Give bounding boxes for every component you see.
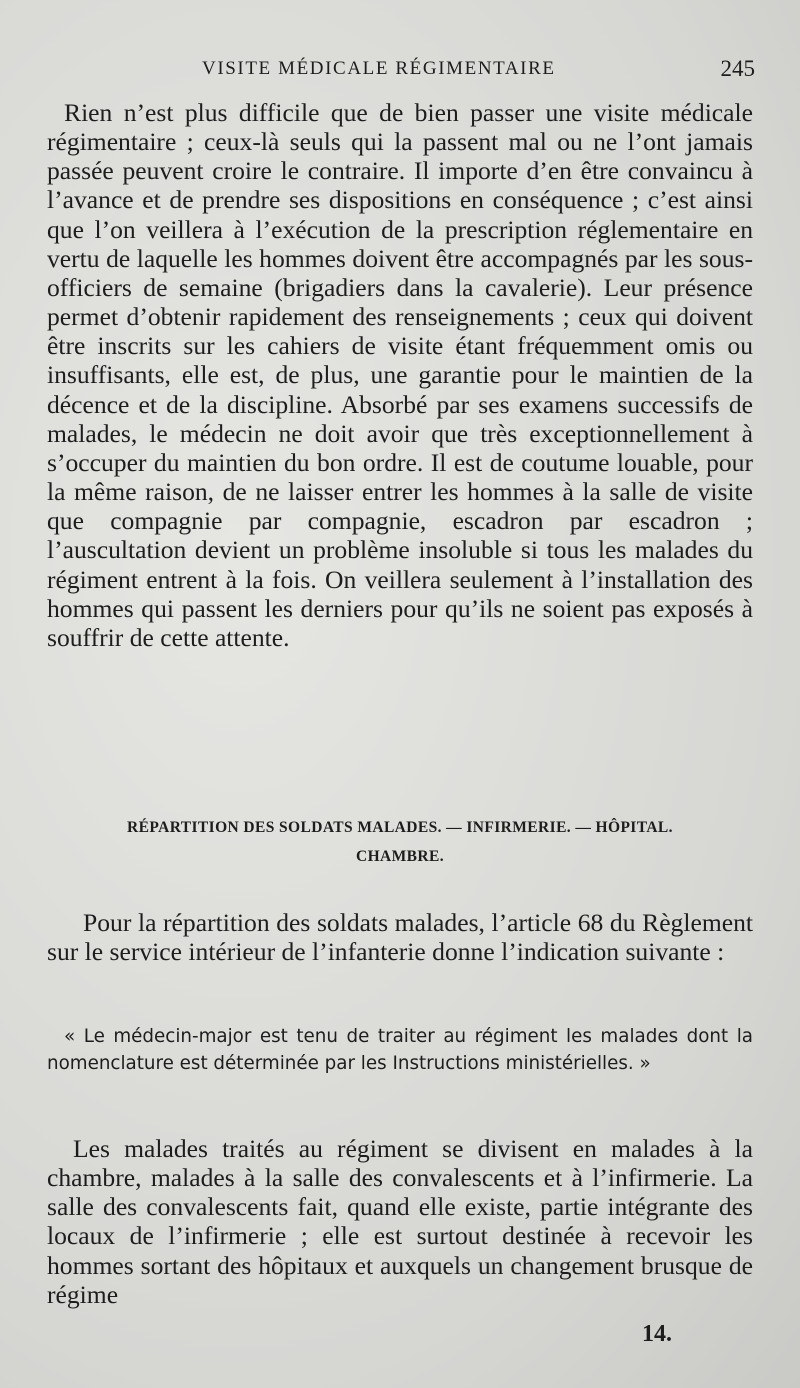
running-title: VISITE MÉDICALE RÉGIMENTAIRE xyxy=(202,58,556,79)
paragraph-visite-medicale: Rien n’est plus difficile que de bien passer une visite médicale régimentaire ; ceux-là seuls qui la passent mal ou ne l’ont jamais passée peuvent croire le contraire. Il importe d’en être convaincu à l’avance et de prendre ses dispositions en conséquence ; c’est ainsi que l’on veillera à l’exécution de la prescription réglementaire en vertu de laquelle les hommes doivent être accompagnés par les sous-officiers de semaine (brigadiers dans la cavalerie). Leur présence permet d’obtenir rapidement des renseignements ; ceux qui doivent être inscrits sur les cahiers de visite étant fréquemment omis ou insuffisants, elle est, de plus, une garantie pour le maintien de la décence et de la discipline. Absorbé par ses examens successifs de malades, le médecin ne doit avoir que très exceptionnellement à s’occuper du maintien du bon ordre. Il est de coutume louable, pour la même raison, de ne laisser entrer les hommes à la salle de visite que compagnie par compagnie, escadron par escadron ; l’auscultation devient un problème insoluble si tous les malades du régiment entrent à la fois. On veillera seulement à l’installation des hommes qui passent les derniers pour qu’ils ne soient pas exposés à souffrir de cette attente. xyxy=(47,98,753,652)
section-heading-line-2: CHAMBRE. xyxy=(355,848,445,865)
paragraph-malades-traites: Les malades traités au régiment se divisent en malades à la chambre, malades à la salle des convalescents et à l’infirmerie. La salle des convalescents fait, quand elle existe, partie intégrante des locaux de l’infirmerie ; elle est surtout destinée à recevoir les hommes sortant des hôpitaux et auxquels un changement brusque de régime xyxy=(47,1134,753,1309)
section-heading xyxy=(47,813,753,871)
paragraph-repartition: Pour la répartition des soldats malades, l’article 68 du Règlement sur le service intérieur de l’infanterie donne l’indication suivante : xyxy=(47,908,753,967)
signature-mark: 14. xyxy=(642,1321,672,1347)
page-number: 245 xyxy=(720,56,755,81)
regulation-quote: « Le médecin-major est tenu de traiter au régiment les malades dont la nomenclature est déterminée par les Instructions ministérielles. » xyxy=(47,1026,753,1074)
section-heading-line-1: RÉPARTITION DES SOLDATS MALADES. — INFIRMERIE. — HÔPITAL. xyxy=(127,819,673,836)
running-header xyxy=(60,58,755,88)
